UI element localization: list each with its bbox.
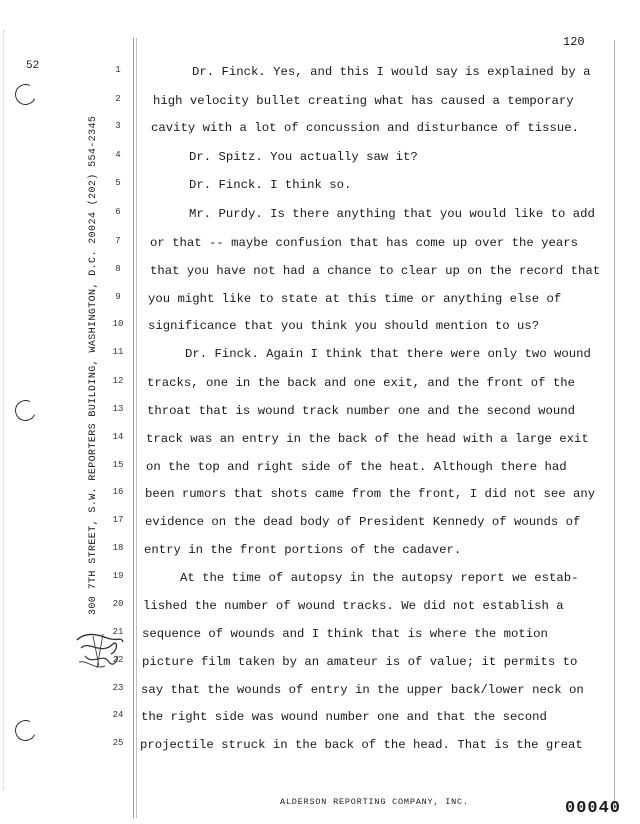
transcript-line: on the top and right side of the heat. Although there had (146, 460, 567, 474)
line-number: 7 (115, 236, 121, 246)
line-number: 10 (112, 319, 124, 329)
transcript-line: At the time of autopsy in the autopsy report we estab- (180, 571, 579, 585)
line-number: 6 (115, 207, 121, 217)
margin-rule (614, 40, 615, 810)
transcript-line: cavity with a lot of concussion and disturbance of tissue. (151, 121, 580, 135)
transcript-line: you might like to state at this time or anything else of (148, 292, 562, 306)
line-number: 19 (112, 571, 124, 581)
line-number: 17 (112, 515, 124, 525)
punch-hole-icon (12, 717, 39, 744)
transcript-line: high velocity bullet creating what has caused a temporary (153, 94, 574, 108)
line-number: 8 (115, 264, 121, 274)
line-number: 14 (112, 432, 124, 442)
transcript-line: projectile struck in the back of the head. That is the great (140, 738, 583, 752)
line-number: 3 (115, 121, 121, 131)
scan-edge (3, 30, 5, 790)
transcript-line: significance that you think you should mention to us? (148, 319, 540, 333)
transcript-line: Dr. Spitz. You actually saw it? (189, 150, 418, 164)
line-number: 5 (115, 178, 121, 188)
margin-rule (136, 38, 137, 818)
line-number: 9 (115, 292, 121, 302)
transcript-line: sequence of wounds and I think that is where the motion (142, 627, 548, 641)
transcript-line: that you have not had a chance to clear up on the record that (150, 264, 601, 278)
transcript-line: track was an entry in the back of the head with a large exit (146, 432, 589, 446)
punch-hole-icon (12, 81, 39, 108)
transcript-line: Dr. Finck. I think so. (189, 178, 352, 192)
transcript-line: or that -- maybe confusion that has come up over the years (150, 236, 579, 250)
line-number: 21 (112, 627, 124, 637)
transcript-line: picture film taken by an amateur is of value; it permits to (142, 655, 578, 669)
transcript-line: been rumors that shots came from the front, I did not see any (145, 487, 596, 501)
punch-hole-icon (12, 397, 39, 424)
transcript-line: tracks, one in the back and one exit, and the front of the (147, 376, 576, 390)
handwritten-mark-icon (73, 626, 125, 672)
line-number: 11 (112, 347, 124, 357)
margin-rule (133, 38, 134, 818)
line-number: 24 (112, 710, 124, 720)
transcript-line: say that the wounds of entry in the upper back/lower neck on (141, 683, 584, 697)
margin-number: 52 (26, 60, 40, 72)
line-number: 25 (112, 738, 124, 748)
footer-company: ALDERSON REPORTING COMPANY, INC. (280, 797, 469, 807)
line-number: 4 (115, 150, 121, 160)
document-number: 00040 (565, 799, 622, 818)
transcript-line: Dr. Finck. Again I think that there were only two wound (185, 347, 591, 361)
transcript-line: evidence on the dead body of President Kennedy of wounds of (145, 515, 581, 529)
transcript-line: Dr. Finck. Yes, and this I would say is explained by a (192, 65, 591, 79)
line-number: 1 (115, 65, 121, 75)
transcript-line: entry in the front portions of the cadaver. (144, 543, 462, 557)
transcript-line: throat that is wound track number one and the second wound (147, 404, 576, 418)
line-number: 22 (112, 655, 124, 665)
transcript-line: the right side was wound number one and that the second (141, 710, 547, 724)
transcript-line: Mr. Purdy. Is there anything that you would like to add (189, 207, 595, 221)
line-number: 13 (112, 404, 124, 414)
line-number: 18 (112, 543, 124, 553)
transcript-line: lished the number of wound tracks. We did not establish a (143, 599, 564, 613)
line-number: 2 (115, 94, 121, 104)
line-number: 12 (112, 376, 124, 386)
reporter-address: 300 7TH STREET, S.W. REPORTERS BUILDING, WASHINGTON, D.C. 20024 (202) 554-2345 (88, 115, 99, 615)
line-number: 23 (112, 683, 124, 693)
page-number: 120 (563, 35, 585, 49)
line-number: 20 (112, 599, 124, 609)
line-number: 15 (112, 460, 124, 470)
line-number: 16 (112, 487, 124, 497)
